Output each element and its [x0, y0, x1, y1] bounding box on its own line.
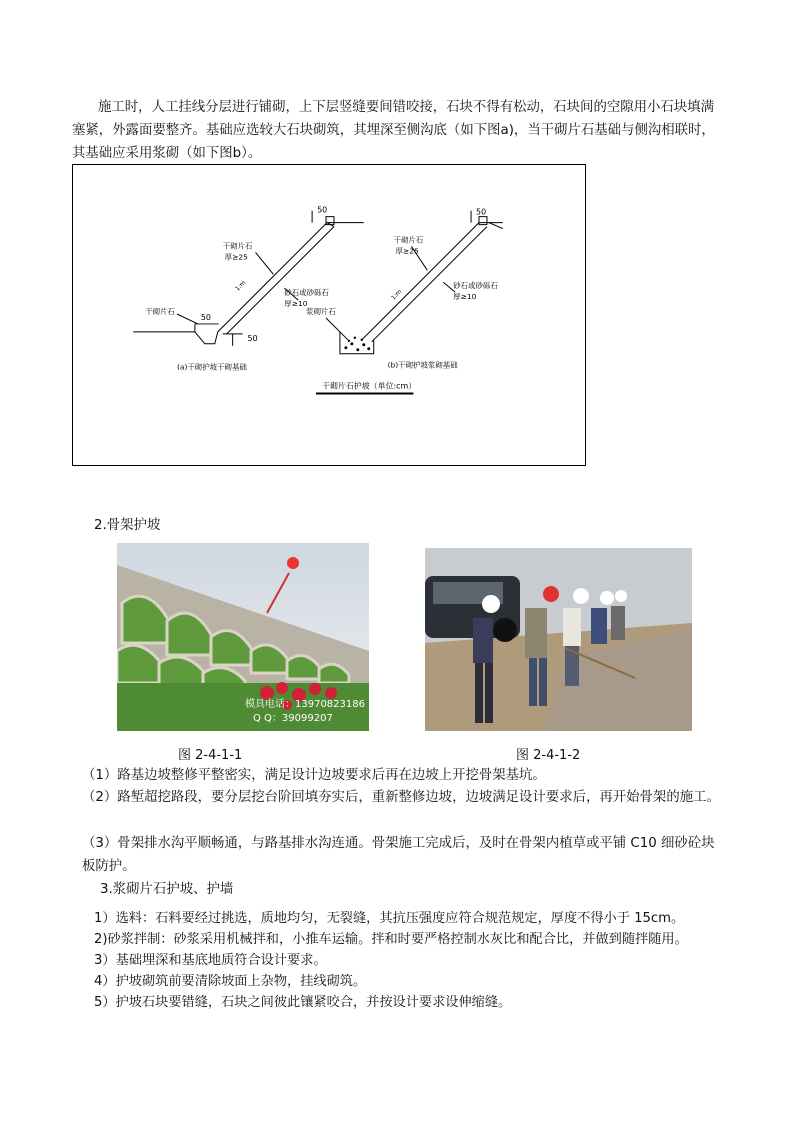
a-slope-label: 1:m — [234, 279, 248, 293]
paragraph-3: （3）骨架排水沟平顺畅通，与路基排水沟连通。骨架施工完成后，及时在骨架内植草或平铺 C10 细砂砼块板防护。 — [82, 836, 715, 874]
a-label-stone: 干砌片石 — [222, 241, 253, 251]
photo-workers-slope — [425, 548, 692, 731]
diagram-main-caption: 干砌片石护坡（单位:cm） — [322, 381, 417, 391]
list-item: 3）基础埋深和基底地质符合设计要求。 — [94, 953, 327, 968]
list-item: 4）护坡砌筑前要清除坡面上杂物，挂线砌筑。 — [94, 974, 367, 989]
a-caption: (a)干砌护坡干砌基础 — [177, 362, 247, 372]
b-dim-top: 50 — [476, 207, 487, 217]
list-item: 1）选料：石料要经过挑选，质地均匀，无裂缝，其抗压强度应符合规范规定，厚度不得小于 15cm。 — [94, 911, 685, 926]
a-label-gravel: 砂石或砂砾石 — [284, 288, 329, 298]
b-slope-label: 1:m — [390, 288, 404, 302]
a-dim-bottom: 50 — [247, 333, 258, 343]
photo1-watermark-line2: Q Q：39099207 — [253, 713, 333, 724]
b-base-hatch — [344, 337, 370, 352]
list-item: 2)砂浆拌制：砂浆采用机械拌和，小推车运输。拌和时要严格控制水灰比和配合比，并做到随拌随用。 — [94, 932, 688, 947]
a-label-base: 干砌片石 — [145, 307, 175, 317]
figure-caption-2: 图 2-4-1-2 — [516, 748, 581, 763]
a-dim-top: 50 — [317, 205, 328, 215]
intro-paragraph: 施工时，人工挂线分层进行铺砌，上下层竖缝要间错咬接，石块不得有松动，石块间的空隙用小石块填满塞紧，外露面要整齐。基础应选较大石块砌筑，其埋深至侧沟底（如下图a)，当干砌片石基础与侧沟相联时，其基础应采用浆砌（如下图b）。 — [72, 100, 715, 161]
b-label-thick: 厚≥25 — [395, 246, 419, 256]
figure-caption-1: 图 2-4-1-1 — [178, 748, 243, 763]
diagram-a — [133, 211, 363, 346]
list-item: 5）护坡石块要错缝，石块之间彼此镶紧咬合，并按设计要求设伸缩缝。 — [94, 995, 512, 1010]
b-label-stone: 干砌片石 — [393, 235, 424, 245]
b-label-gravel: 砂石或砂砾石 — [453, 281, 498, 291]
a-label-thick: 厚≥25 — [224, 252, 248, 262]
slope-protection-diagram — [72, 164, 586, 466]
requirements-list — [94, 908, 734, 1013]
paragraph-1: （1）路基边坡整修平整密实，满足设计边坡要求后再在边坡上开挖骨架基坑。 — [82, 768, 546, 783]
b-label-gravel-thick: 厚≥10 — [453, 292, 477, 302]
section2-heading: 2.骨架护坡 — [94, 518, 161, 533]
photo1-watermark-line1: 模具电话：13970823186 — [245, 699, 365, 710]
b-label-base: 浆砌片石 — [306, 307, 336, 317]
a-label-gravel-thick: 厚≥10 — [284, 299, 308, 309]
b-caption: (b)干砌护坡浆砌基础 — [387, 360, 458, 370]
section3-heading: 3.浆砌片石护坡、护墙 — [100, 882, 234, 897]
a-dim-base: 50 — [200, 312, 211, 322]
paragraph-2: （2）路堑超挖路段，要分层挖台阶回填夯实后，重新整修边坡，边坡满足设计要求后，再开始骨架的施工。 — [82, 790, 720, 805]
photo-grid-slope — [117, 543, 369, 731]
